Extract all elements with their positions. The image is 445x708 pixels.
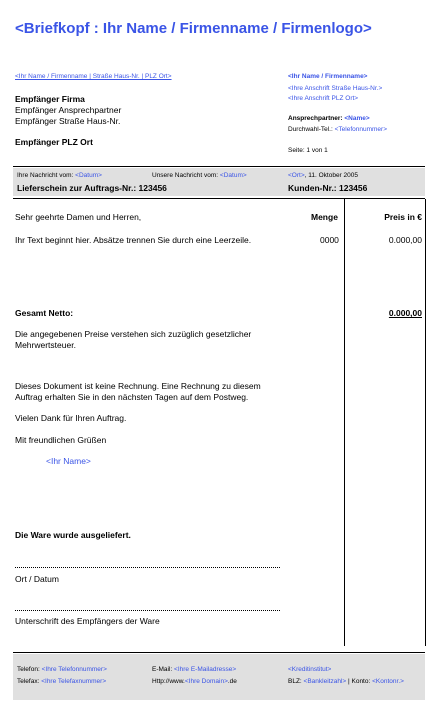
total-label: Gesamt Netto: (15, 308, 74, 318)
footer-email (152, 666, 236, 673)
footer-konto-value: <Kontonr.> (372, 678, 404, 685)
contact-label: Ansprechpartner: (288, 115, 343, 122)
contact-value: <Name> (344, 115, 370, 122)
invoice-note-line2: Auftrag erhalten Sie in den nächsten Tagen auf dem Postweg. (15, 392, 249, 402)
our-message-date: <Datum> (219, 172, 247, 179)
vat-note-line2: Mehrwertsteuer. (15, 340, 76, 350)
delivered-text: Die Ware wurde ausgeliefert. (15, 530, 131, 540)
delivery-note-number: Lieferschein zur Auftrags-Nr.: 123456 (17, 183, 167, 193)
footer-web-prefix: Http://www. (152, 678, 185, 685)
closing-text: Mit freundlichen Grüßen (15, 435, 107, 445)
your-message (17, 172, 102, 179)
quantity-value: 0000 (320, 235, 339, 245)
footer-email-label: E-Mail: (152, 666, 173, 673)
thanks-text: Vielen Dank für Ihren Auftrag. (15, 413, 127, 423)
price-value: 0.000,00 (388, 235, 422, 245)
divider-footer (13, 652, 425, 653)
footer-bank: <Kreditinstitut> (288, 666, 332, 673)
phone-value: <Telefonnummer> (334, 126, 387, 133)
recipient-signature-label: Unterschrift des Empfängers der Ware (15, 616, 160, 626)
letterhead-title: <Briefkopf : Ihr Name / Firmenname / Firmenlogo> (15, 20, 372, 37)
footer-phone (17, 666, 107, 673)
invoice-note-line1: Dieses Dokument ist keine Rechnung. Eine Rechnung zu diesem (15, 381, 261, 391)
divider-ref-bottom (13, 198, 425, 199)
footer-fax (17, 678, 106, 685)
footer-konto-label: | Konto: (348, 678, 371, 685)
sender-return-line: <Ihr Name / Firmenname | Straße Haus-Nr. | PLZ Ort> (15, 73, 172, 80)
footer-bar (13, 654, 425, 700)
page-number: Seite: 1 von 1 (288, 147, 328, 154)
footer-phone-value: <Ihre Telefonnummer> (41, 666, 107, 673)
phone-label: Durchwahl-Tel.: (288, 126, 333, 133)
total-value: 0.000,00 (388, 308, 422, 318)
vat-note-line1: Die angegebenen Preise verstehen sich zuzüglich gesetzlicher (15, 329, 252, 339)
our-message-label: Unsere Nachricht vom: (152, 172, 219, 179)
footer-blz-value: <Bankleitzahl> (303, 678, 347, 685)
footer-web-domain: <Ihre Domain> (184, 678, 228, 685)
intro-text: Ihr Text beginnt hier. Absätze trennen Sie durch eine Leerzeile. (15, 235, 252, 245)
footer-website (152, 678, 237, 685)
sender-city: <Ihre Anschrift PLZ Ort> (288, 95, 359, 102)
recipient-street: Empfänger Straße Haus-Nr. (15, 116, 121, 126)
column-header-quantity: Menge (311, 212, 338, 222)
customer-number: Kunden-Nr.: 123456 (288, 183, 368, 193)
sender-street: <Ihre Anschrift Straße Haus-Nr.> (288, 85, 383, 92)
column-divider-right (425, 199, 426, 646)
contact-person (288, 115, 370, 122)
sender-name: <Ihr Name / Firmenname> (288, 73, 368, 80)
footer-fax-label: Telefax: (17, 678, 40, 685)
place-date-signature-line (15, 567, 280, 568)
phone-extension (288, 126, 387, 133)
place-date-label: Ort / Datum (15, 574, 59, 584)
date-value: , 11. Oktober 2005 (304, 172, 358, 179)
your-message-label: Ihre Nachricht vom: (17, 172, 74, 179)
recipient-company: Empfänger Firma (15, 94, 85, 104)
signature-name: <Ihr Name> (46, 456, 91, 466)
recipient-contact: Empfänger Ansprechpartner (15, 105, 122, 115)
footer-web-suffix: .de (227, 678, 237, 685)
footer-blz-label: BLZ: (288, 678, 302, 685)
greeting: Sehr geehrte Damen und Herren, (15, 212, 142, 222)
your-message-date: <Datum> (75, 172, 102, 179)
column-divider (344, 199, 345, 646)
footer-phone-label: Telefon: (17, 666, 40, 673)
place-value: <Ort> (288, 172, 305, 179)
column-header-price: Preis in € (384, 212, 422, 222)
divider-top (13, 166, 425, 167)
our-message (152, 172, 247, 179)
footer-bank-details (288, 678, 404, 685)
footer-fax-value: <Ihre Telefaxnummer> (41, 678, 107, 685)
recipient-city: Empfänger PLZ Ort (15, 137, 93, 147)
recipient-signature-line (15, 610, 280, 611)
footer-email-value: <Ihre E-Mailadresse> (174, 666, 237, 673)
place-date (288, 172, 358, 179)
